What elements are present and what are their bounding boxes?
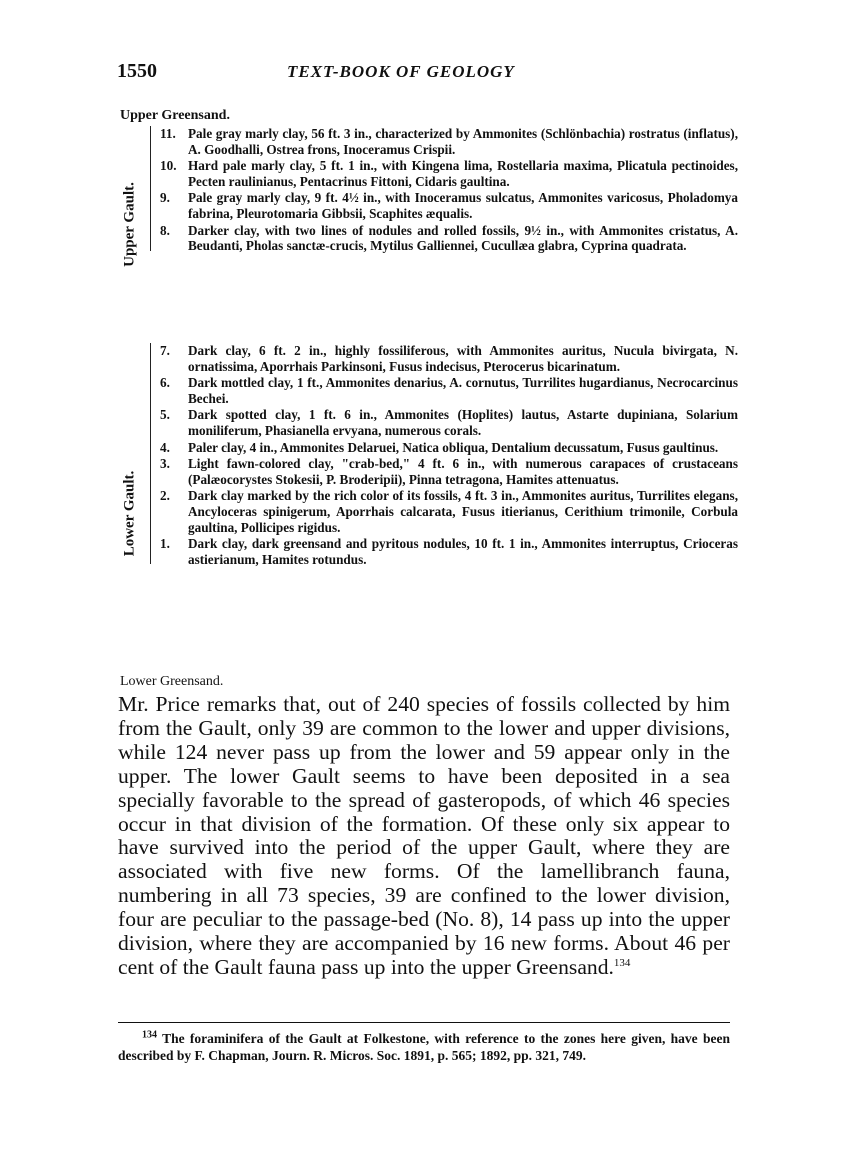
page-number: 1550 bbox=[117, 60, 157, 82]
footnote-mark: 134 bbox=[142, 1029, 157, 1041]
stratum-description: Darker clay, with two lines of nodules and rolled fossils, 9½ in., with Ammonites cristatus, A. Beudanti, Pholas sanctæ-crucis, Mytilus Galliennei, Cucullæa glabra, Cyprina quadrata. bbox=[188, 222, 738, 254]
page-header bbox=[117, 60, 729, 90]
stratum-number: 5. bbox=[160, 407, 170, 423]
footnote-divider bbox=[118, 1022, 730, 1023]
body-paragraph bbox=[118, 693, 730, 980]
footnote-reference[interactable]: 134 bbox=[613, 956, 631, 969]
stratum-item bbox=[158, 488, 738, 535]
stratum-number: 2. bbox=[160, 488, 170, 504]
footnote bbox=[118, 1030, 730, 1064]
lower-gault-strata-list bbox=[158, 343, 738, 568]
stratum-description: Hard pale marly clay, 5 ft. 1 in., with Kingena lima, Rostellaria maxima, Plicatula pectinoides, Pecten raulinianus, Pentacrinus Fittoni, Cidaris gaultina. bbox=[188, 158, 738, 189]
stratum-item bbox=[158, 536, 738, 567]
stratum-item bbox=[158, 456, 738, 487]
body-paragraph-text: Mr. Price remarks that, out of 240 species of fossils collected by him from the Gault, only 39 are common to the lower and upper divisions, while 124 never pass up from the lower and 59 appear only in the upper. The lower Gault seems to have been deposited in a sea specially favorable to the spread of gasteropods, of which 46 species occur in that division of the formation. Of these only six appear to have survived into the period of the upper Gault, where they are associated with five new forms. Of the lamellibranch fauna, numbering in all 73 species, 39 are confined to the lower division, four are peculiar to the passage-bed (No. 8), 14 pass up into the upper division, where they are accompanied by 16 new forms. About 46 per cent of the Gault fauna pass up into the upper Greensand. bbox=[118, 692, 730, 979]
stratum-description: Paler clay, 4 in., Ammonites Delaruei, Natica obliqua, Dentalium decussatum, Fusus gaultinus. bbox=[188, 439, 719, 455]
stratum-description: Pale gray marly clay, 56 ft. 3 in., characterized by Ammonites (Schlönbachia) rostratus (inflatus), A. Goodhalli, Ostrea frons, Inoceramus Crispii. bbox=[188, 126, 738, 157]
stratum-item bbox=[158, 223, 738, 254]
stratum-description: Dark clay, 6 ft. 2 in., highly fossiliferous, with Ammonites auritus, Nucula bivirgata, N. ornatissima, Aporrhais Parkinsoni, Fusus indecisus, Pterocerus bicarinatum. bbox=[188, 343, 738, 374]
upper-gault-strata-list bbox=[158, 126, 738, 255]
stratum-description: Dark clay, dark greensand and pyritous nodules, 10 ft. 1 in., Ammonites interruptus, Crioceras astierianum, Hamites rotundus. bbox=[188, 536, 738, 567]
footnote-text: The foraminifera of the Gault at Folkestone, with reference to the zones here given, have been described by F. Chapman, Journ. R. Micros. Soc. 1891, p. 565; 1892, pp. 321, 749. bbox=[118, 1031, 730, 1063]
lower-gault-brace bbox=[150, 343, 151, 564]
lower-greensand-heading: Lower Greensand. bbox=[120, 674, 224, 689]
stratum-number: 11. bbox=[160, 126, 176, 141]
upper-gault-label: Upper Gault. bbox=[121, 182, 138, 267]
stratum-number: 1. bbox=[160, 536, 170, 552]
stratum-number: 8. bbox=[160, 222, 170, 238]
stratum-number: 6. bbox=[160, 375, 170, 391]
stratum-number: 3. bbox=[160, 456, 170, 472]
stratum-item bbox=[158, 158, 738, 189]
stratum-description: Dark spotted clay, 1 ft. 6 in., Ammonites (Hoplites) lautus, Astarte dupiniana, Solarium moniliferum, Phasianella ervyana, numerous corals. bbox=[188, 407, 738, 438]
stratum-item bbox=[158, 126, 738, 157]
upper-gault-brace bbox=[150, 126, 151, 251]
stratum-item bbox=[158, 407, 738, 438]
stratum-item bbox=[158, 343, 738, 374]
stratum-number: 4. bbox=[160, 439, 170, 455]
running-title: TEXT-BOOK OF GEOLOGY bbox=[287, 62, 515, 81]
stratum-description: Dark clay marked by the rich color of its fossils, 4 ft. 3 in., Ammonites auritus, Turrilites elegans, Ancyloceras spinigerum, Aporrhais calcarata, Fusus itierianus, Cerithium trimonile, Corbula gaultina, Pollicipes rigidus. bbox=[188, 488, 738, 535]
stratum-item bbox=[158, 440, 738, 456]
stratum-item bbox=[158, 375, 738, 406]
upper-greensand-heading: Upper Greensand. bbox=[120, 108, 230, 123]
stratum-number: 10. bbox=[160, 158, 177, 174]
stratum-item bbox=[158, 190, 738, 221]
stratum-number: 9. bbox=[160, 190, 170, 206]
stratum-description: Dark mottled clay, 1 ft., Ammonites denarius, A. cornutus, Turrilites hugardianus, Necrocarcinus Bechei. bbox=[188, 375, 738, 406]
lower-gault-label: Lower Gault. bbox=[121, 470, 138, 557]
stratum-description: Light fawn-colored clay, "crab-bed," 4 ft. 6 in., with numerous carapaces of crustaceans (Palæocorystes Stokesii, P. Broderipii), Pinna tetragona, Hamites attenuatus. bbox=[188, 456, 738, 487]
stratum-description: Pale gray marly clay, 9 ft. 4½ in., with Inoceramus sulcatus, Ammonites varicosus, Pholadomya fabrina, Pleurotomaria Gibbsii, Scaphites æqualis. bbox=[188, 190, 738, 221]
stratum-number: 7. bbox=[160, 343, 170, 358]
